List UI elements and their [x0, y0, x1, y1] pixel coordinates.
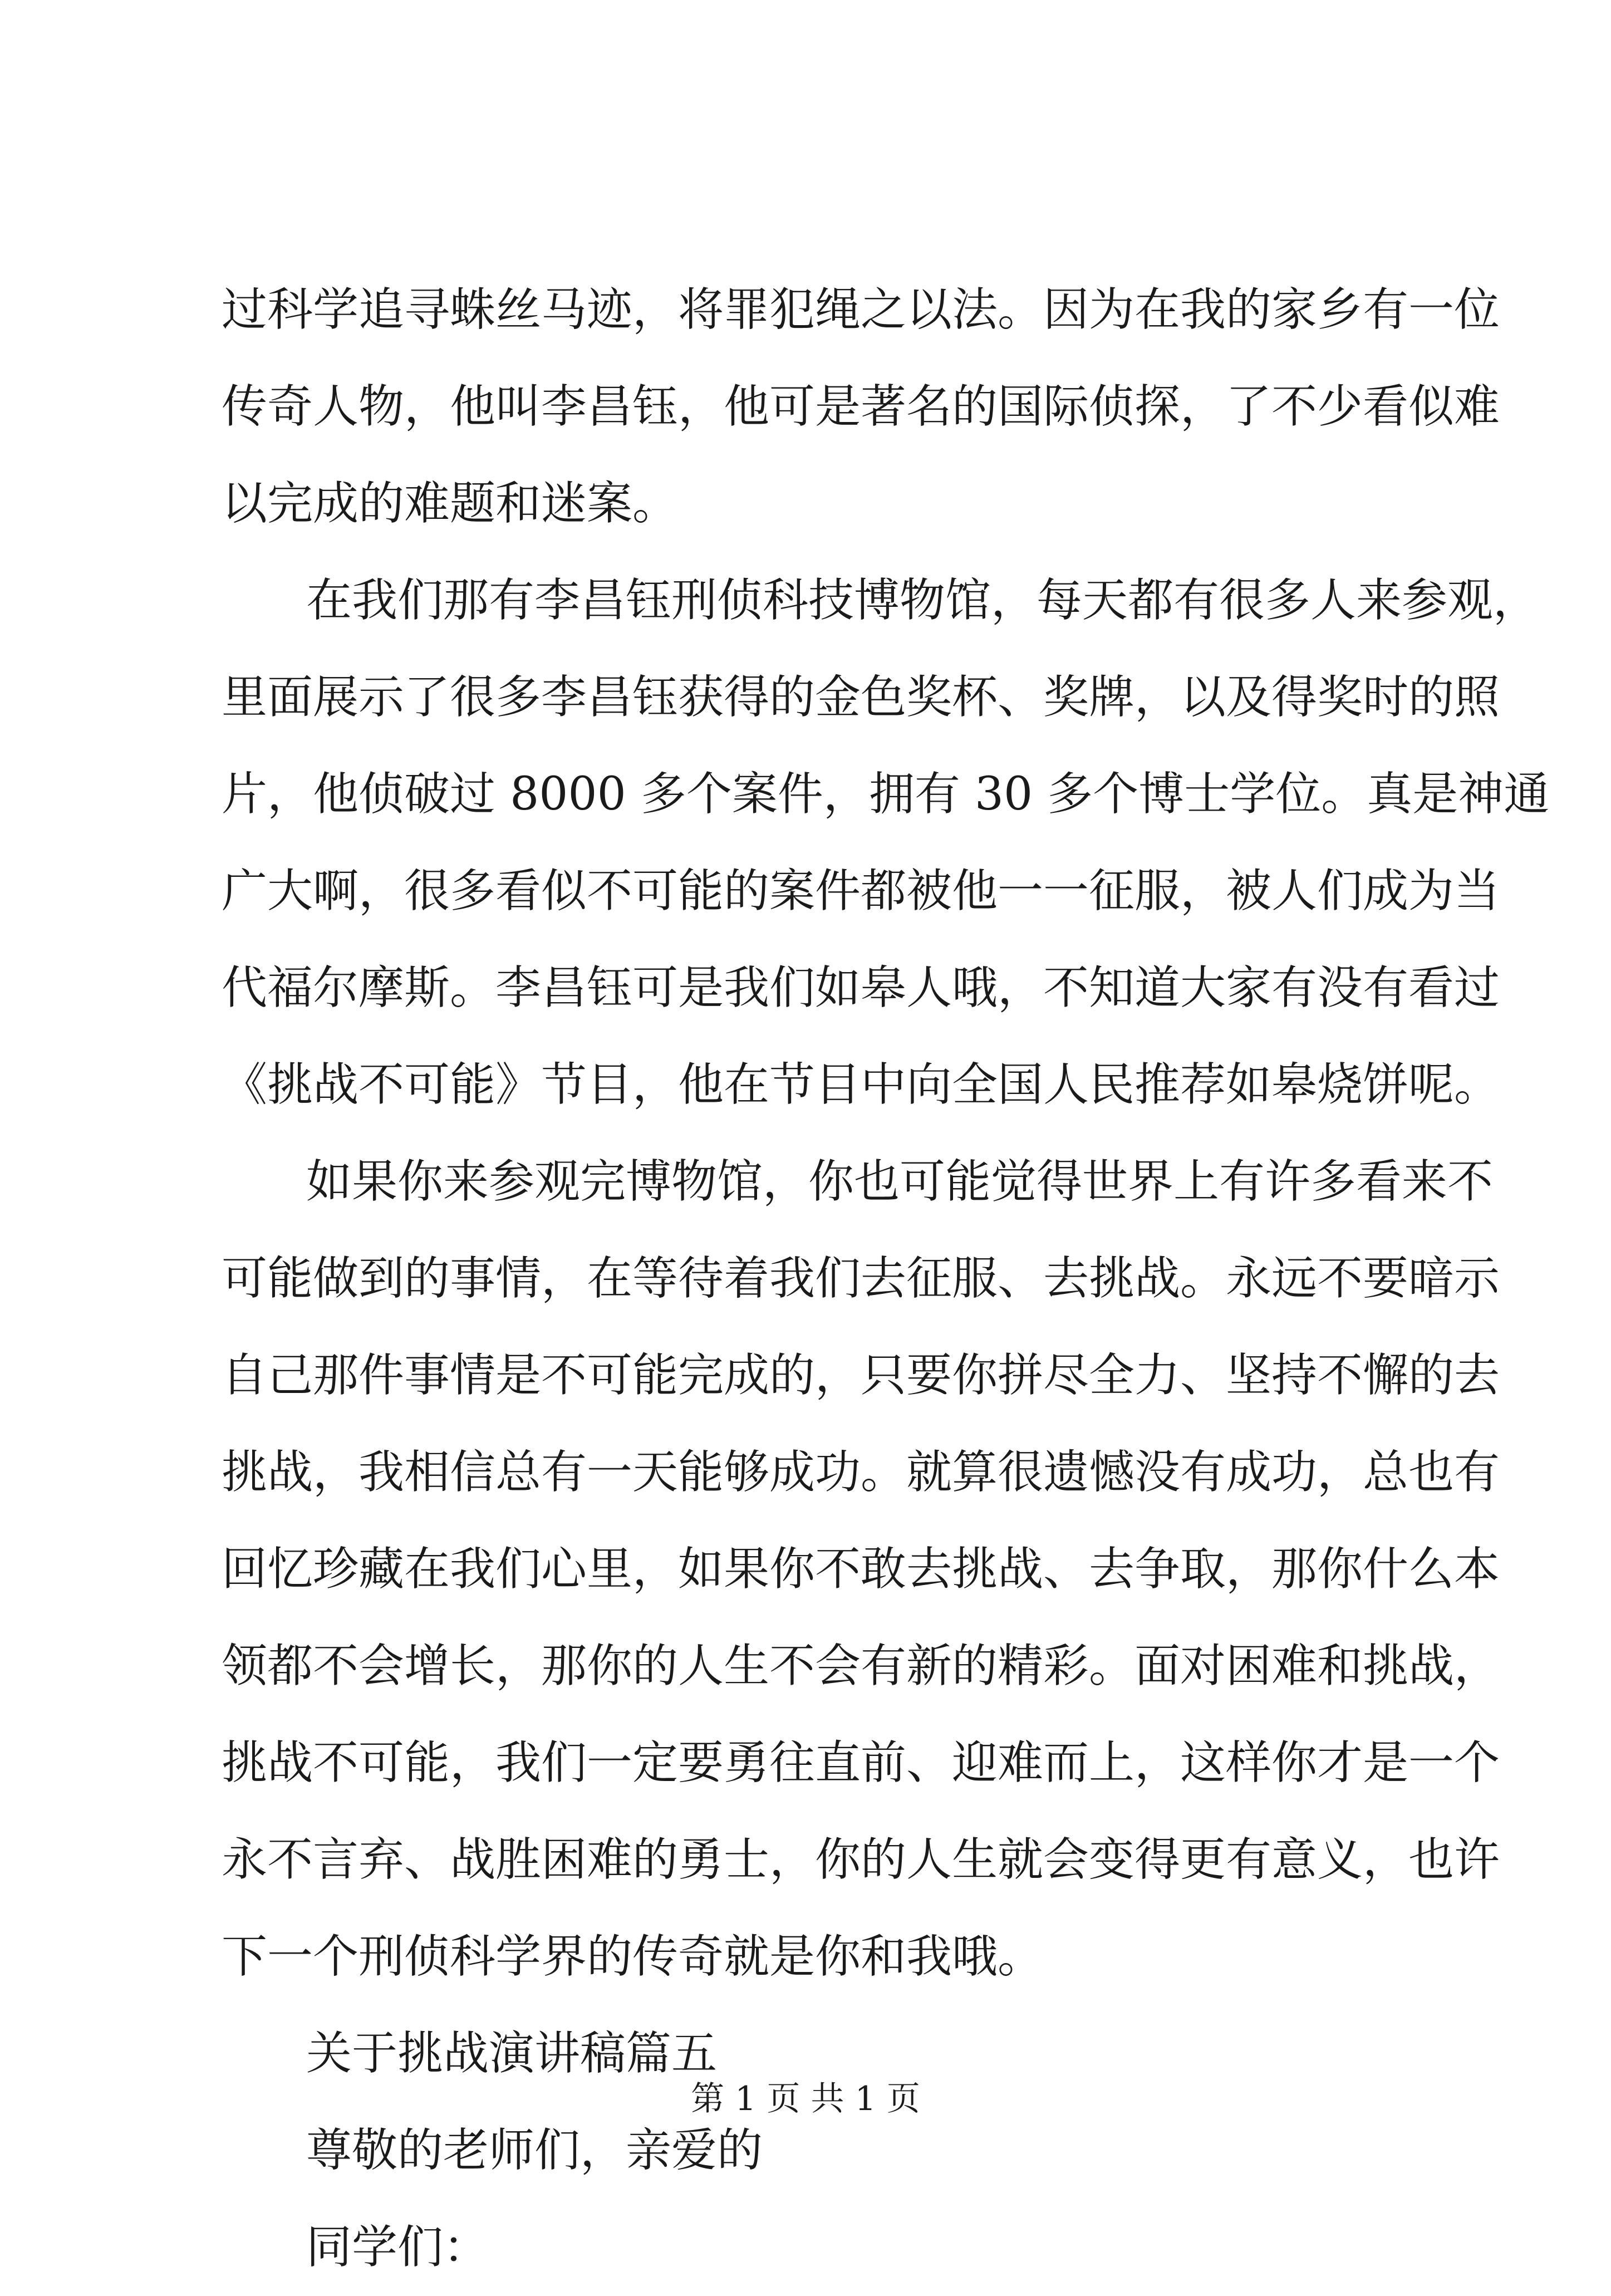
salutation-line: 尊敬的老师们，亲爱的 [306, 2124, 763, 2177]
text-line: 片，他侦破过 8000 多个案件，拥有 30 多个博士学位。真是神通 [222, 768, 1550, 821]
text-line: 传奇人物，他叫李昌钰，他可是著名的国际侦探，了不少看似难 [222, 380, 1500, 433]
text-line: 以完成的难题和迷案。 [222, 477, 679, 530]
salutation-line: 同学们： [306, 2221, 489, 2274]
text-line: 在我们那有李昌钰刑侦科技博物馆，每天都有很多人来参观， [306, 574, 1539, 627]
text-line: 过科学追寻蛛丝马迹，将罪犯绳之以法。因为在我的家乡有一位 [222, 283, 1500, 336]
text-line: 自己那件事情是不可能完成的，只要你拼尽全力、坚持不懈的去 [222, 1349, 1500, 1402]
document-body [222, 262, 1550, 2296]
text-line: 代福尔摩斯。李昌钰可是我们如皋人哦，不知道大家有没有看过 [222, 961, 1500, 1014]
page-footer: 第 1 页 共 1 页 [691, 2079, 920, 2118]
text-line: 可能做到的事情，在等待着我们去征服、去挑战。永远不要暗示 [222, 1252, 1500, 1305]
section-heading: 关于挑战演讲稿篇五 [306, 2027, 718, 2080]
text-line: 永不言弃、战胜困难的勇士，你的人生就会变得更有意义，也许 [222, 1833, 1500, 1886]
text-line: 挑战不可能，我们一定要勇往直前、迎难而上，这样你才是一个 [222, 1736, 1500, 1789]
text-line: 回忆珍藏在我们心里，如果你不敢去挑战、去争取，那你什么本 [222, 1543, 1500, 1596]
text-line: 挑战，我相信总有一天能够成功。就算很遗憾没有成功，总也有 [222, 1446, 1500, 1499]
text-line: 如果你来参观完博物馆，你也可能觉得世界上有许多看来不 [306, 1155, 1494, 1208]
text-line: 《挑战不可能》节目，他在节目中向全国人民推荐如皋烧饼呢。 [222, 1058, 1500, 1111]
text-line: 广大啊，很多看似不可能的案件都被他一一征服，被人们成为当 [222, 865, 1500, 918]
text-line: 里面展示了很多李昌钰获得的金色奖杯、奖牌，以及得奖时的照 [222, 671, 1500, 724]
text-line: 领都不会增长，那你的人生不会有新的精彩。面对困难和挑战， [222, 1640, 1500, 1692]
text-line: 下一个刑侦科学界的传奇就是你和我哦。 [222, 1930, 1044, 1983]
